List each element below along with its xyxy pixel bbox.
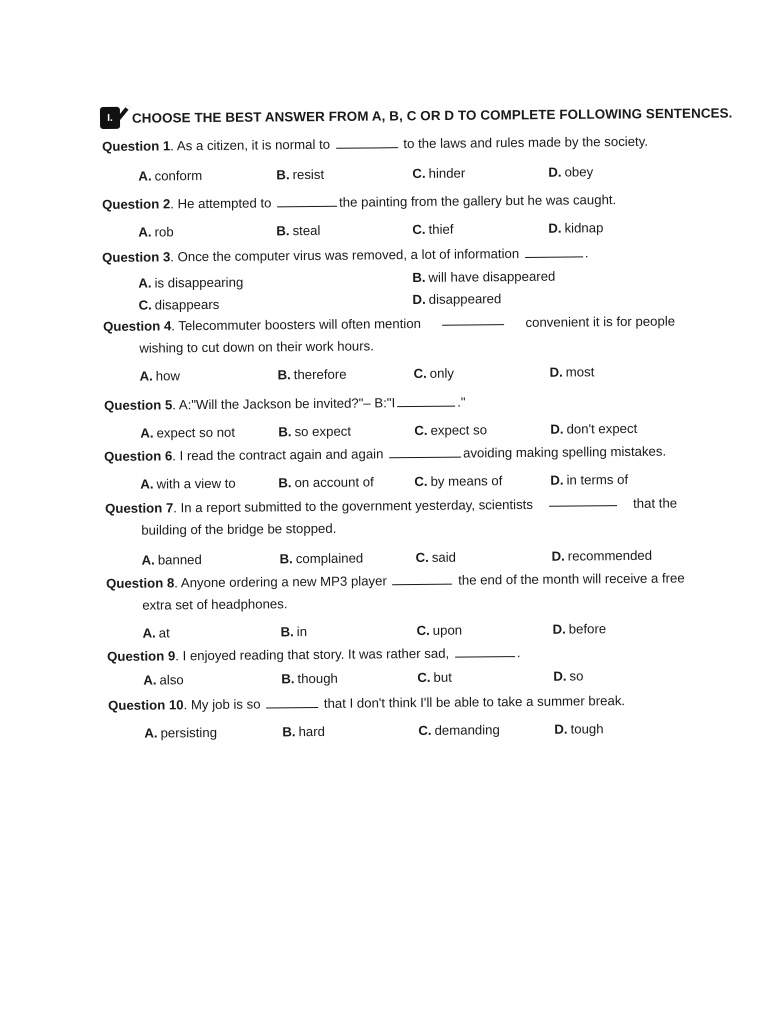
option-c[interactable]: C. said — [415, 549, 457, 566]
stem-continuation: extra set of headphones. — [142, 596, 288, 613]
option-a[interactable]: A. also — [143, 672, 184, 688]
question-label: Question 1 — [102, 138, 171, 154]
answer-blank[interactable] — [397, 394, 455, 408]
stem-text-after: to the laws and rules made by the society. — [403, 133, 649, 152]
question-label: Question 9 — [107, 648, 176, 664]
question-label: Question 8 — [106, 575, 175, 591]
option-a[interactable]: A. conform — [138, 168, 203, 184]
option-a[interactable]: A. at — [142, 625, 170, 641]
stem-continuation: building of the bridge be stopped. — [141, 520, 337, 538]
stem-text-before: . He attempted to — [170, 195, 272, 212]
option-d[interactable]: D. so — [553, 668, 584, 684]
option-d[interactable]: D. before — [552, 621, 607, 637]
question-label: Question 5 — [104, 397, 173, 413]
section-header — [100, 99, 733, 132]
question-1 — [102, 130, 677, 188]
question-label: Question 6 — [104, 448, 173, 464]
option-b[interactable]: B. steal — [276, 222, 321, 239]
option-d[interactable]: D. tough — [554, 721, 604, 737]
option-a[interactable]: A. rob — [138, 224, 174, 240]
stem-text-before: . As a citizen, it is normal to — [170, 136, 331, 154]
option-c[interactable]: C. thief — [412, 221, 454, 238]
question-label: Question 4 — [103, 318, 172, 334]
option-b[interactable]: B. in — [280, 624, 308, 640]
option-a[interactable]: A. how — [139, 368, 181, 384]
question-2 — [102, 188, 677, 244]
question-stem — [104, 389, 679, 417]
option-c[interactable]: C. demanding — [418, 722, 500, 739]
option-b[interactable]: B. though — [281, 670, 338, 687]
stem-text-after: . — [516, 645, 521, 661]
option-b[interactable]: B. hard — [282, 723, 326, 740]
stem-text-before: . I enjoyed reading that story. It was rather sad, — [175, 645, 450, 664]
option-c[interactable]: C. hinder — [412, 165, 466, 182]
answer-blank[interactable] — [392, 572, 452, 586]
answer-options — [103, 360, 678, 388]
option-a[interactable]: A. expect so not — [140, 424, 236, 441]
option-a[interactable]: A. with a view to — [140, 475, 236, 492]
question-stem — [104, 440, 679, 468]
answer-blank[interactable] — [442, 312, 504, 326]
question-label: Question 2 — [102, 196, 171, 212]
question-label: Question 10 — [108, 697, 184, 713]
question-10 — [108, 689, 683, 745]
question-8 — [106, 567, 685, 645]
answer-blank[interactable] — [455, 644, 515, 658]
option-b[interactable]: B. resist — [276, 166, 325, 183]
option-b[interactable]: B. complained — [279, 550, 364, 567]
stem-text-before: . Anyone ordering a new MP3 player — [174, 573, 387, 591]
question-stem — [102, 188, 677, 216]
option-c[interactable]: C. but — [417, 669, 452, 686]
option-b[interactable]: B. on account of — [278, 474, 374, 491]
option-d[interactable]: D. obey — [548, 164, 594, 180]
option-a[interactable]: A. persisting — [144, 724, 218, 741]
stem-text-before: . In a report submitted to the government yesterday, scientists — [173, 496, 533, 516]
stem-text-before: . I read the contract again and again — [172, 446, 384, 464]
stem-text-after: that I don't think I'll be able to take a summer break. — [323, 693, 626, 711]
answer-blank[interactable] — [277, 194, 337, 208]
question-9 — [107, 640, 682, 692]
stem-text-before: . Once the computer virus was removed, a lot of information — [170, 245, 520, 265]
stem-text-before: . Telecommuter boosters will often mention — [171, 315, 422, 334]
stem-text-after: ." — [457, 394, 466, 410]
answer-blank[interactable] — [266, 695, 318, 708]
answer-options — [104, 468, 679, 496]
section-badge — [100, 105, 126, 131]
option-c[interactable]: C. only — [413, 365, 455, 382]
question-7 — [105, 492, 681, 572]
option-b[interactable]: B. therefore — [277, 366, 347, 383]
option-d[interactable]: D. most — [549, 364, 595, 380]
section-title: CHOOSE THE BEST ANSWER FROM A, B, C OR D TO COMPLETE FOLLOWING SENTENCES. — [131, 104, 733, 126]
option-b[interactable]: B. will have disappeared — [412, 268, 556, 286]
question-6 — [104, 440, 679, 496]
option-a[interactable]: A. banned — [141, 552, 202, 568]
stem-text-after: that the — [633, 495, 678, 511]
stem-text-before: . My job is so — [183, 696, 261, 713]
option-b[interactable]: B. so expect — [278, 423, 352, 440]
question-3 — [102, 241, 678, 314]
question-4 — [103, 310, 679, 388]
answer-blank[interactable] — [389, 445, 461, 459]
option-d[interactable]: D. recommended — [551, 547, 653, 564]
answer-options — [102, 160, 677, 188]
question-label: Question 7 — [105, 500, 174, 516]
question-stem — [108, 689, 683, 717]
stem-text-after: avoiding making spelling mistakes. — [462, 443, 667, 461]
option-d[interactable]: D. kidnap — [548, 220, 604, 236]
stem-text-after: the painting from the gallery but he was caught. — [339, 192, 617, 210]
answer-blank[interactable] — [336, 135, 398, 149]
answer-blank[interactable] — [525, 244, 583, 258]
answer-options — [107, 664, 682, 692]
stem-text-after: . — [584, 245, 589, 261]
answer-options — [102, 216, 677, 244]
stem-continuation: wishing to cut down on their work hours. — [139, 338, 374, 356]
stem-text-after: the end of the month will receive a free — [458, 570, 685, 588]
question-stem — [102, 130, 677, 158]
option-d[interactable]: D. disappeared — [412, 291, 502, 308]
answer-options-row-2 — [102, 286, 677, 314]
question-stem — [107, 640, 682, 668]
option-a[interactable]: A. is disappearing — [138, 274, 244, 291]
option-c[interactable]: C. disappears — [138, 296, 220, 313]
question-5 — [104, 389, 679, 445]
option-c[interactable]: C. expect so — [414, 422, 488, 439]
question-label: Question 3 — [102, 249, 171, 265]
stem-text-before: . A:"Will the Jackson be invited?"– B:"I — [172, 395, 396, 413]
section-number: I. — [100, 107, 120, 129]
option-d[interactable]: D. in terms of — [550, 471, 629, 488]
option-c[interactable]: C. by means of — [414, 473, 503, 490]
stem-text-after: convenient it is for people — [525, 313, 676, 330]
option-d[interactable]: D. don't expect — [550, 420, 638, 437]
option-c[interactable]: C. upon — [416, 622, 463, 639]
answer-options — [108, 717, 683, 745]
answer-blank[interactable] — [549, 493, 617, 507]
